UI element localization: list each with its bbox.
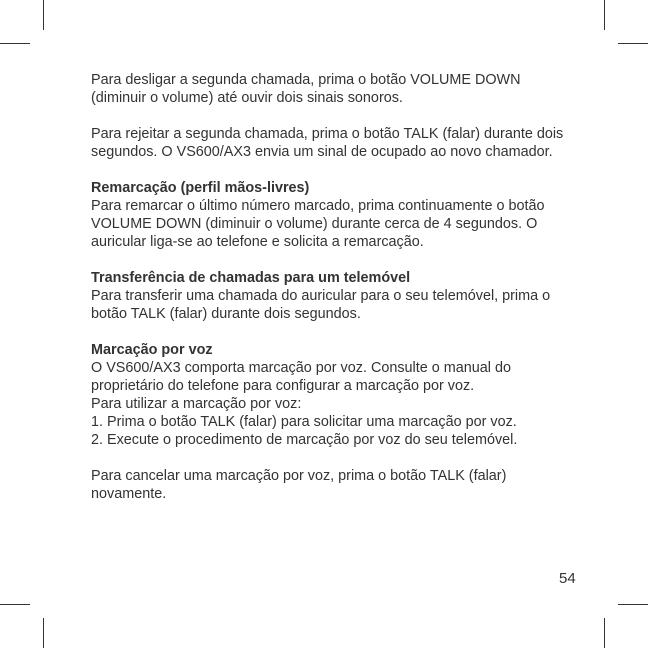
- crop-mark-top-left-horizontal: [0, 43, 30, 44]
- crop-mark-top-right-horizontal: [618, 43, 648, 44]
- crop-mark-bottom-left-vertical: [43, 618, 44, 648]
- transfer-paragraph: Para transferir uma chamada do auricular para o seu telemóvel, prima o botão TALK (falar) durante dois segundos.: [91, 288, 551, 322]
- crop-mark-bottom-right-vertical: [604, 618, 605, 648]
- page-number: 54: [559, 570, 576, 587]
- voice-dialing-heading: Marcação por voz: [91, 342, 213, 358]
- reject-second-call-paragraph: Para rejeitar a segunda chamada, prima o botão TALK (falar) durante dois segundos. O VS600/AX3 envia um sinal de ocupado ao novo chamador.: [91, 126, 564, 160]
- crop-mark-bottom-left-horizontal: [0, 604, 30, 605]
- crop-mark-bottom-right-horizontal: [618, 604, 648, 605]
- hangup-second-call-paragraph: Para desligar a segunda chamada, prima o botão VOLUME DOWN (diminuir o volume) até ouvir dois sinais sonoros.: [91, 72, 521, 106]
- crop-mark-top-left-vertical: [43, 0, 44, 30]
- voice-dialing-cancel-paragraph: Para cancelar uma marcação por voz, prima o botão TALK (falar) novamente.: [91, 468, 507, 502]
- voice-dialing-intro: O VS600/AX3 comporta marcação por voz. Consulte o manual do proprietário do telefone para configurar a marcação por voz.: [91, 360, 511, 394]
- redial-heading: Remarcação (perfil mãos-livres): [91, 180, 310, 196]
- voice-dialing-usage-label: Para utilizar a marcação por voz:: [91, 396, 302, 412]
- crop-mark-top-right-vertical: [604, 0, 605, 30]
- voice-dialing-step-1: 1. Prima o botão TALK (falar) para solicitar uma marcação por voz.: [91, 414, 517, 430]
- transfer-heading: Transferência de chamadas para um telemóvel: [91, 270, 411, 286]
- redial-paragraph: Para remarcar o último número marcado, prima continuamente o botão VOLUME DOWN (diminuir o volume) durante cerca de 4 segundos. O auricular liga-se ao telefone e solicita a remarcação.: [91, 198, 545, 250]
- voice-dialing-step-2: 2. Execute o procedimento de marcação por voz do seu telemóvel.: [91, 432, 518, 448]
- page-content: [91, 71, 571, 503]
